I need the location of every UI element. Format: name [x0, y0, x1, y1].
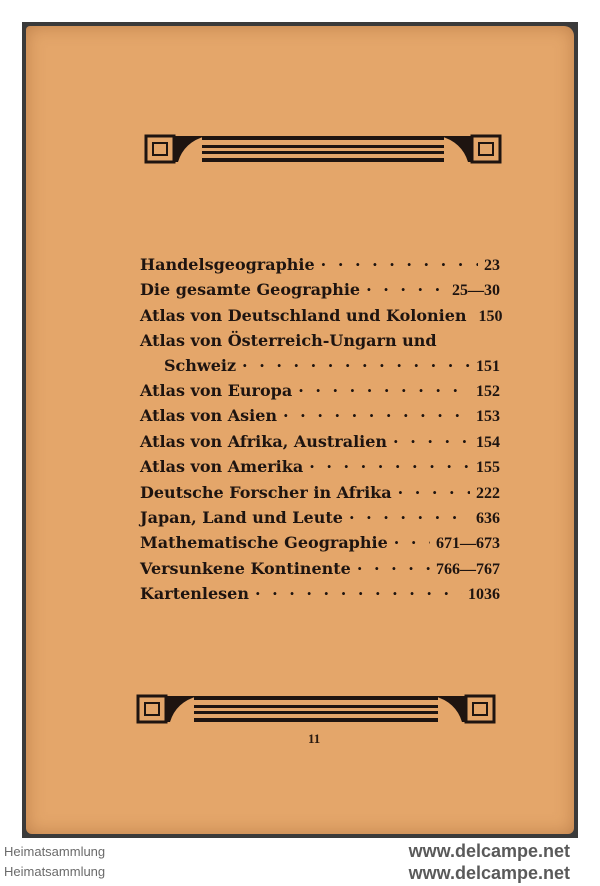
toc-entry — [140, 506, 500, 531]
toc-entry-title: Atlas von Asien — [140, 406, 278, 426]
toc-leader-dots — [283, 404, 470, 428]
toc-entry-title: Atlas von Österreich-Ungarn und — [140, 331, 437, 351]
toc-entry-title: Versunkene Kontinente — [140, 558, 351, 578]
toc-entry — [140, 531, 500, 556]
toc-leader-dots — [394, 531, 430, 555]
toc-leader-dots — [357, 557, 430, 581]
toc-entry-title: Atlas von Europa — [140, 381, 293, 401]
toc-entry-page: 1036 — [468, 586, 500, 604]
bottom-ornament — [136, 692, 496, 726]
table-of-contents — [140, 253, 503, 608]
toc-entry — [140, 582, 500, 607]
toc-leader-dots — [398, 481, 470, 505]
toc-entry-title: Deutsche Forscher in Afrika — [140, 482, 392, 502]
toc-entry-page: 152 — [476, 383, 500, 401]
toc-entry-page: 151 — [476, 357, 500, 375]
watermark-left-line: Heimatsammlung — [4, 844, 106, 859]
toc-entry-page: 25—30 — [452, 282, 500, 300]
toc-leader-dots — [393, 430, 470, 454]
watermark-left — [4, 842, 105, 882]
toc-entry — [140, 329, 500, 353]
toc-entry-page: 150 — [478, 307, 503, 325]
toc-entry — [140, 404, 500, 429]
toc-entry — [140, 430, 500, 455]
toc-entry — [140, 481, 500, 506]
toc-entry-title: Schweiz — [164, 355, 237, 375]
top-ornament — [144, 132, 502, 166]
toc-entry-page: 154 — [476, 433, 500, 451]
toc-entry-page: 155 — [476, 459, 500, 477]
toc-entry-page: 636 — [476, 510, 500, 528]
toc-entry-title: Japan, Land und Leute — [140, 508, 343, 528]
toc-entry — [140, 557, 500, 582]
toc-entry-title: Atlas von Amerika — [140, 457, 304, 477]
toc-entry-page: 671—673 — [436, 535, 500, 553]
toc-entry-page: 222 — [476, 484, 500, 502]
toc-leader-dots — [349, 506, 470, 530]
watermark-right-line: www.delcampe.net — [408, 863, 570, 883]
toc-entry-title: Handelsgeographie — [140, 255, 315, 274]
toc-entry-title: Die gesamte Geographie — [140, 280, 361, 300]
toc-entry-title: Atlas von Deutschland und Kolonien — [140, 305, 467, 325]
toc-entry — [140, 379, 500, 404]
watermark-right-line: www.delcampe.net — [408, 841, 570, 861]
toc-entry-title: Mathematische Geographie — [140, 533, 388, 553]
toc-entry — [140, 253, 500, 278]
toc-entry-continuation — [140, 354, 500, 379]
toc-leader-dots — [321, 253, 478, 277]
toc-leader-dots — [242, 354, 470, 378]
toc-leader-dots — [255, 582, 462, 606]
toc-entry — [140, 278, 500, 303]
toc-entry-page: 23 — [484, 257, 500, 274]
toc-entry-title: Atlas von Afrika, Australien — [140, 431, 388, 451]
toc-leader-dots — [366, 278, 446, 302]
toc-entry-page: 766—767 — [436, 560, 500, 578]
toc-entry — [140, 455, 500, 480]
toc-entry-page: 153 — [476, 408, 500, 426]
book-page — [26, 26, 574, 834]
watermark-left-line: Heimatsammlung — [4, 864, 106, 879]
toc-entry — [140, 304, 503, 329]
toc-entry-title: Kartenlesen — [140, 584, 249, 604]
watermark-right — [409, 840, 570, 884]
toc-leader-dots — [298, 379, 470, 403]
page-number: 11 — [308, 731, 321, 746]
toc-leader-dots — [309, 455, 470, 479]
